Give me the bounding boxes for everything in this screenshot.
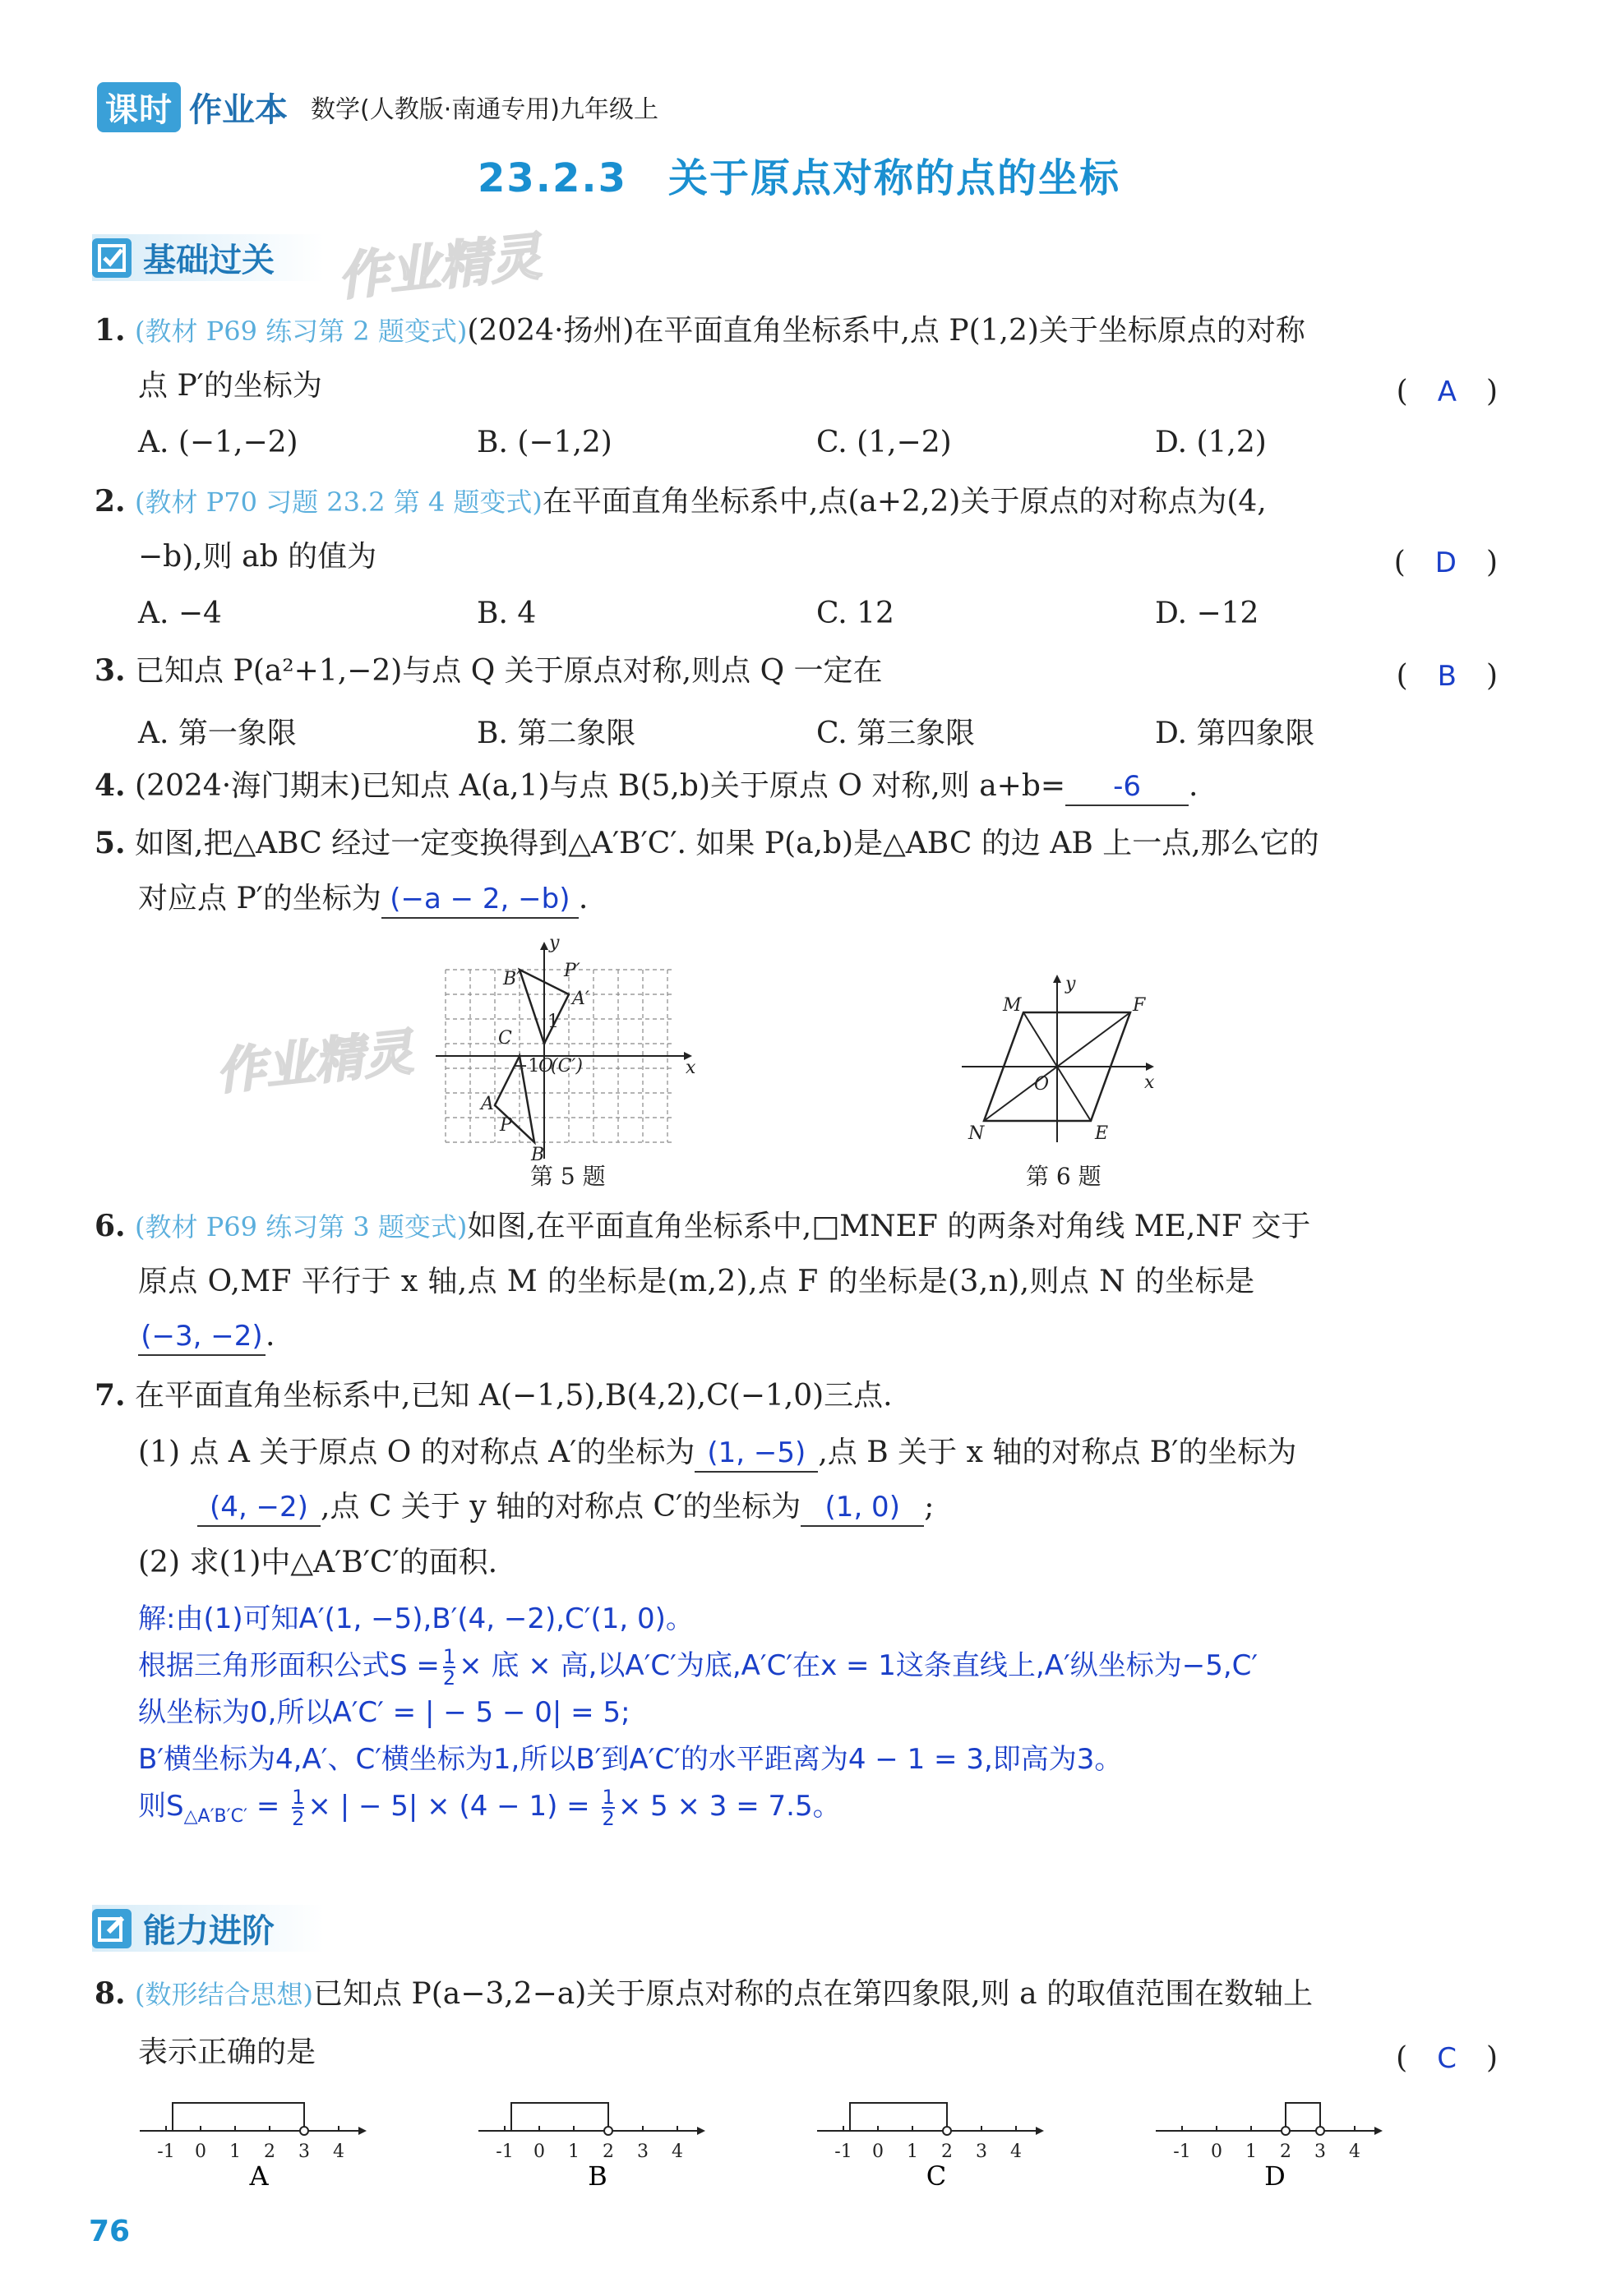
question-5-cont: 对应点 P′的坐标为 (−a − 2, −b) . <box>138 881 588 919</box>
page-title: 23.2.3 关于原点对称的点的坐标 <box>477 155 1121 201</box>
figure-5-grid <box>436 937 707 1167</box>
figure-6-caption: 第 6 题 <box>1026 1163 1102 1190</box>
solution-line: 解:由(1)可知A′(1, −5),B′(4, −2),C′(1, 0)。 <box>138 1602 694 1635</box>
answer-blank: (−a − 2, −b) <box>381 881 579 919</box>
question-6: 6. (教材 P69 练习第 3 题变式)如图,在平面直角坐标系中,□MNEF 的两条对角线 ME,NF 交于 <box>95 1209 1311 1243</box>
option: C. 第三象限 <box>816 717 976 750</box>
solution-line: 则$S_{\triangle A'B'C'}$ = $\frac{1}{2}$ × | − 5| × (4 − 1) = $\frac{1}{2}$ × 5 × 3 = 7.5。 <box>138 1785 841 1830</box>
pencil-icon <box>92 1909 132 1948</box>
option: C. (1,−2) <box>816 426 952 459</box>
question-1-cont: 点 P′的坐标为 <box>138 369 322 403</box>
question-7-part-1-cont: (4, −2) ,点 C 关于 y 轴的对称点 C′的坐标为 (1, 0) ; <box>197 1489 934 1527</box>
answer-blank: (1, −5) <box>695 1435 818 1473</box>
checkbox-icon <box>92 238 132 278</box>
label: x <box>1144 1072 1155 1093</box>
svg-text:-1: -1 <box>157 2142 175 2162</box>
figure-5-caption: 第 5 题 <box>530 1163 606 1190</box>
svg-text:2: 2 <box>941 2142 953 2162</box>
solution-line: 根据三角形面积公式S = $\frac{1}{2}$ × 底 × 高,以A′C′为底,A′C′在x = 1这条直线上,A′纵坐标为−5,C′ <box>138 1644 1259 1690</box>
answer-paren-1: ( A ) <box>1396 375 1498 408</box>
label: (C′) <box>551 1056 583 1077</box>
answer-paren-2: ( D ) <box>1393 546 1498 579</box>
number-line-d <box>1156 2103 1383 2190</box>
question-8: 8. (数形结合思想)已知点 P(a−3,2−a)关于原点对称的点在第四象限,则 a 的取值范围在数轴上 <box>95 1976 1314 2011</box>
svg-text:0: 0 <box>533 2142 545 2162</box>
label: M <box>1003 995 1022 1016</box>
svg-text:C: C <box>926 2160 947 2190</box>
svg-text:3: 3 <box>637 2142 649 2162</box>
number-line-a <box>140 2103 367 2190</box>
number-line-b <box>478 2103 705 2190</box>
label: B′ <box>503 969 521 989</box>
label: O <box>538 1056 554 1077</box>
section-title: 能力进阶 <box>143 1912 275 1950</box>
logo-badge: 课时 <box>97 82 181 132</box>
figure-6-parallelogram <box>954 970 1167 1159</box>
svg-text:3: 3 <box>298 2142 310 2162</box>
label: y <box>549 937 560 953</box>
page-number: 76 <box>89 2215 131 2248</box>
question-1: 1. (教材 P69 练习第 2 题变式)(2024·扬州)在平面直角坐标系中,点 P(1,2)关于坐标原点的对称 <box>95 313 1305 348</box>
svg-text:0: 0 <box>195 2142 206 2162</box>
label: x <box>686 1058 696 1078</box>
option: D. (1,2) <box>1155 426 1267 459</box>
question-3: 3. 已知点 P(a²+1,−2)与点 Q 关于原点对称,则点 Q 一定在 <box>95 653 883 688</box>
answer-blank: (1, 0) <box>801 1489 924 1527</box>
svg-text:4: 4 <box>1349 2142 1360 2162</box>
solution-line: B′横坐标为4,A′、C′横坐标为1,所以B′到A′C′的水平距离为4 − 1 = 3,即高为3。 <box>138 1743 1123 1776</box>
answer-blank: (4, −2) <box>197 1489 321 1527</box>
label: O <box>1034 1074 1050 1095</box>
label: −1 <box>513 1056 540 1077</box>
question-6-answer: (−3, −2). <box>138 1318 275 1356</box>
svg-text:1: 1 <box>568 2142 580 2162</box>
svg-text:4: 4 <box>333 2142 344 2162</box>
option: A. (−1,−2) <box>138 426 298 459</box>
label: P′ <box>564 961 580 981</box>
svg-text:-1: -1 <box>496 2142 514 2162</box>
svg-text:D: D <box>1264 2160 1286 2190</box>
answer-blank: (−3, −2) <box>138 1318 266 1356</box>
svg-text:2: 2 <box>1280 2142 1291 2162</box>
number-lines <box>132 2083 1397 2190</box>
option: A. 第一象限 <box>138 717 297 750</box>
option: D. 第四象限 <box>1155 717 1315 750</box>
label: A <box>481 1094 494 1114</box>
question-7: 7. 在平面直角坐标系中,已知 A(−1,5),B(4,2),C(−1,0)三点. <box>95 1378 893 1413</box>
section-title: 基础过关 <box>143 242 275 279</box>
subject-line: 数学(人教版·南通专用)九年级上 <box>311 95 658 124</box>
svg-text:4: 4 <box>672 2142 683 2162</box>
question-5: 5. 如图,把△ABC 经过一定变换得到△A′B′C′. 如果 P(a,b)是△ABC 的边 AB 上一点,那么它的 <box>95 826 1319 860</box>
question-7-part-2: (2) 求(1)中△A′B′C′的面积. <box>138 1546 498 1579</box>
label: y <box>1065 974 1076 994</box>
svg-text:3: 3 <box>1314 2142 1326 2162</box>
svg-text:4: 4 <box>1010 2142 1022 2162</box>
question-8-cont: 表示正确的是 <box>138 2036 316 2069</box>
label: B <box>531 1145 545 1165</box>
label: F <box>1133 995 1146 1016</box>
label: A′ <box>572 989 589 1009</box>
label: C <box>498 1028 512 1049</box>
svg-text:3: 3 <box>976 2142 987 2162</box>
answer-paren-3: ( B ) <box>1396 659 1498 693</box>
watermark: 作业精灵 <box>213 1023 416 1102</box>
option: B. 第二象限 <box>477 717 636 750</box>
svg-text:-1: -1 <box>834 2142 852 2162</box>
logo-text: 作业本 <box>189 90 288 129</box>
label: E <box>1095 1123 1109 1144</box>
label: N <box>968 1123 985 1144</box>
label: 1 <box>547 1012 559 1032</box>
option: B. (−1,2) <box>477 426 612 459</box>
svg-text:1: 1 <box>1245 2142 1257 2162</box>
svg-text:0: 0 <box>872 2142 884 2162</box>
option: D. −12 <box>1155 597 1259 630</box>
answer-blank: -6 <box>1065 768 1189 806</box>
svg-text:2: 2 <box>264 2142 275 2162</box>
option: A. −4 <box>138 597 222 630</box>
question-2-cont: −b),则 ab 的值为 <box>138 540 377 574</box>
svg-text:B: B <box>588 2160 607 2190</box>
number-line-c <box>817 2103 1044 2190</box>
svg-text:0: 0 <box>1211 2142 1222 2162</box>
svg-text:2: 2 <box>603 2142 614 2162</box>
svg-text:1: 1 <box>907 2142 918 2162</box>
question-6-cont: 原点 O,MF 平行于 x 轴,点 M 的坐标是(m,2),点 F 的坐标是(3,n),则点 N 的坐标是 <box>138 1265 1255 1298</box>
section-basic <box>92 234 324 281</box>
svg-text:1: 1 <box>229 2142 241 2162</box>
label: P <box>500 1115 512 1136</box>
question-4: 4. (2024·海门期末)已知点 A(a,1)与点 B(5,b)关于原点 O 对称,则 a+b= -6 . <box>95 768 1198 806</box>
option: C. 12 <box>816 597 894 630</box>
answer-paren-8: ( C ) <box>1396 2041 1498 2075</box>
watermark: 作业精灵 <box>335 226 544 307</box>
option: B. 4 <box>477 597 537 630</box>
svg-text:-1: -1 <box>1173 2142 1191 2162</box>
solution-line: 纵坐标为0,所以A′C′ = | − 5 − 0| = 5; <box>138 1696 630 1729</box>
section-advanced <box>92 1905 324 1952</box>
question-2: 2. (教材 P70 习题 23.2 第 4 题变式)在平面直角坐标系中,点(a+2,2)关于原点的对称点为(4, <box>95 484 1267 519</box>
header <box>97 81 658 133</box>
svg-text:A: A <box>249 2160 269 2190</box>
question-7-part-1: (1) 点 A 关于原点 O 的对称点 A′的坐标为 (1, −5) ,点 B 关于 x 轴的对称点 B′的坐标为 <box>138 1435 1296 1473</box>
